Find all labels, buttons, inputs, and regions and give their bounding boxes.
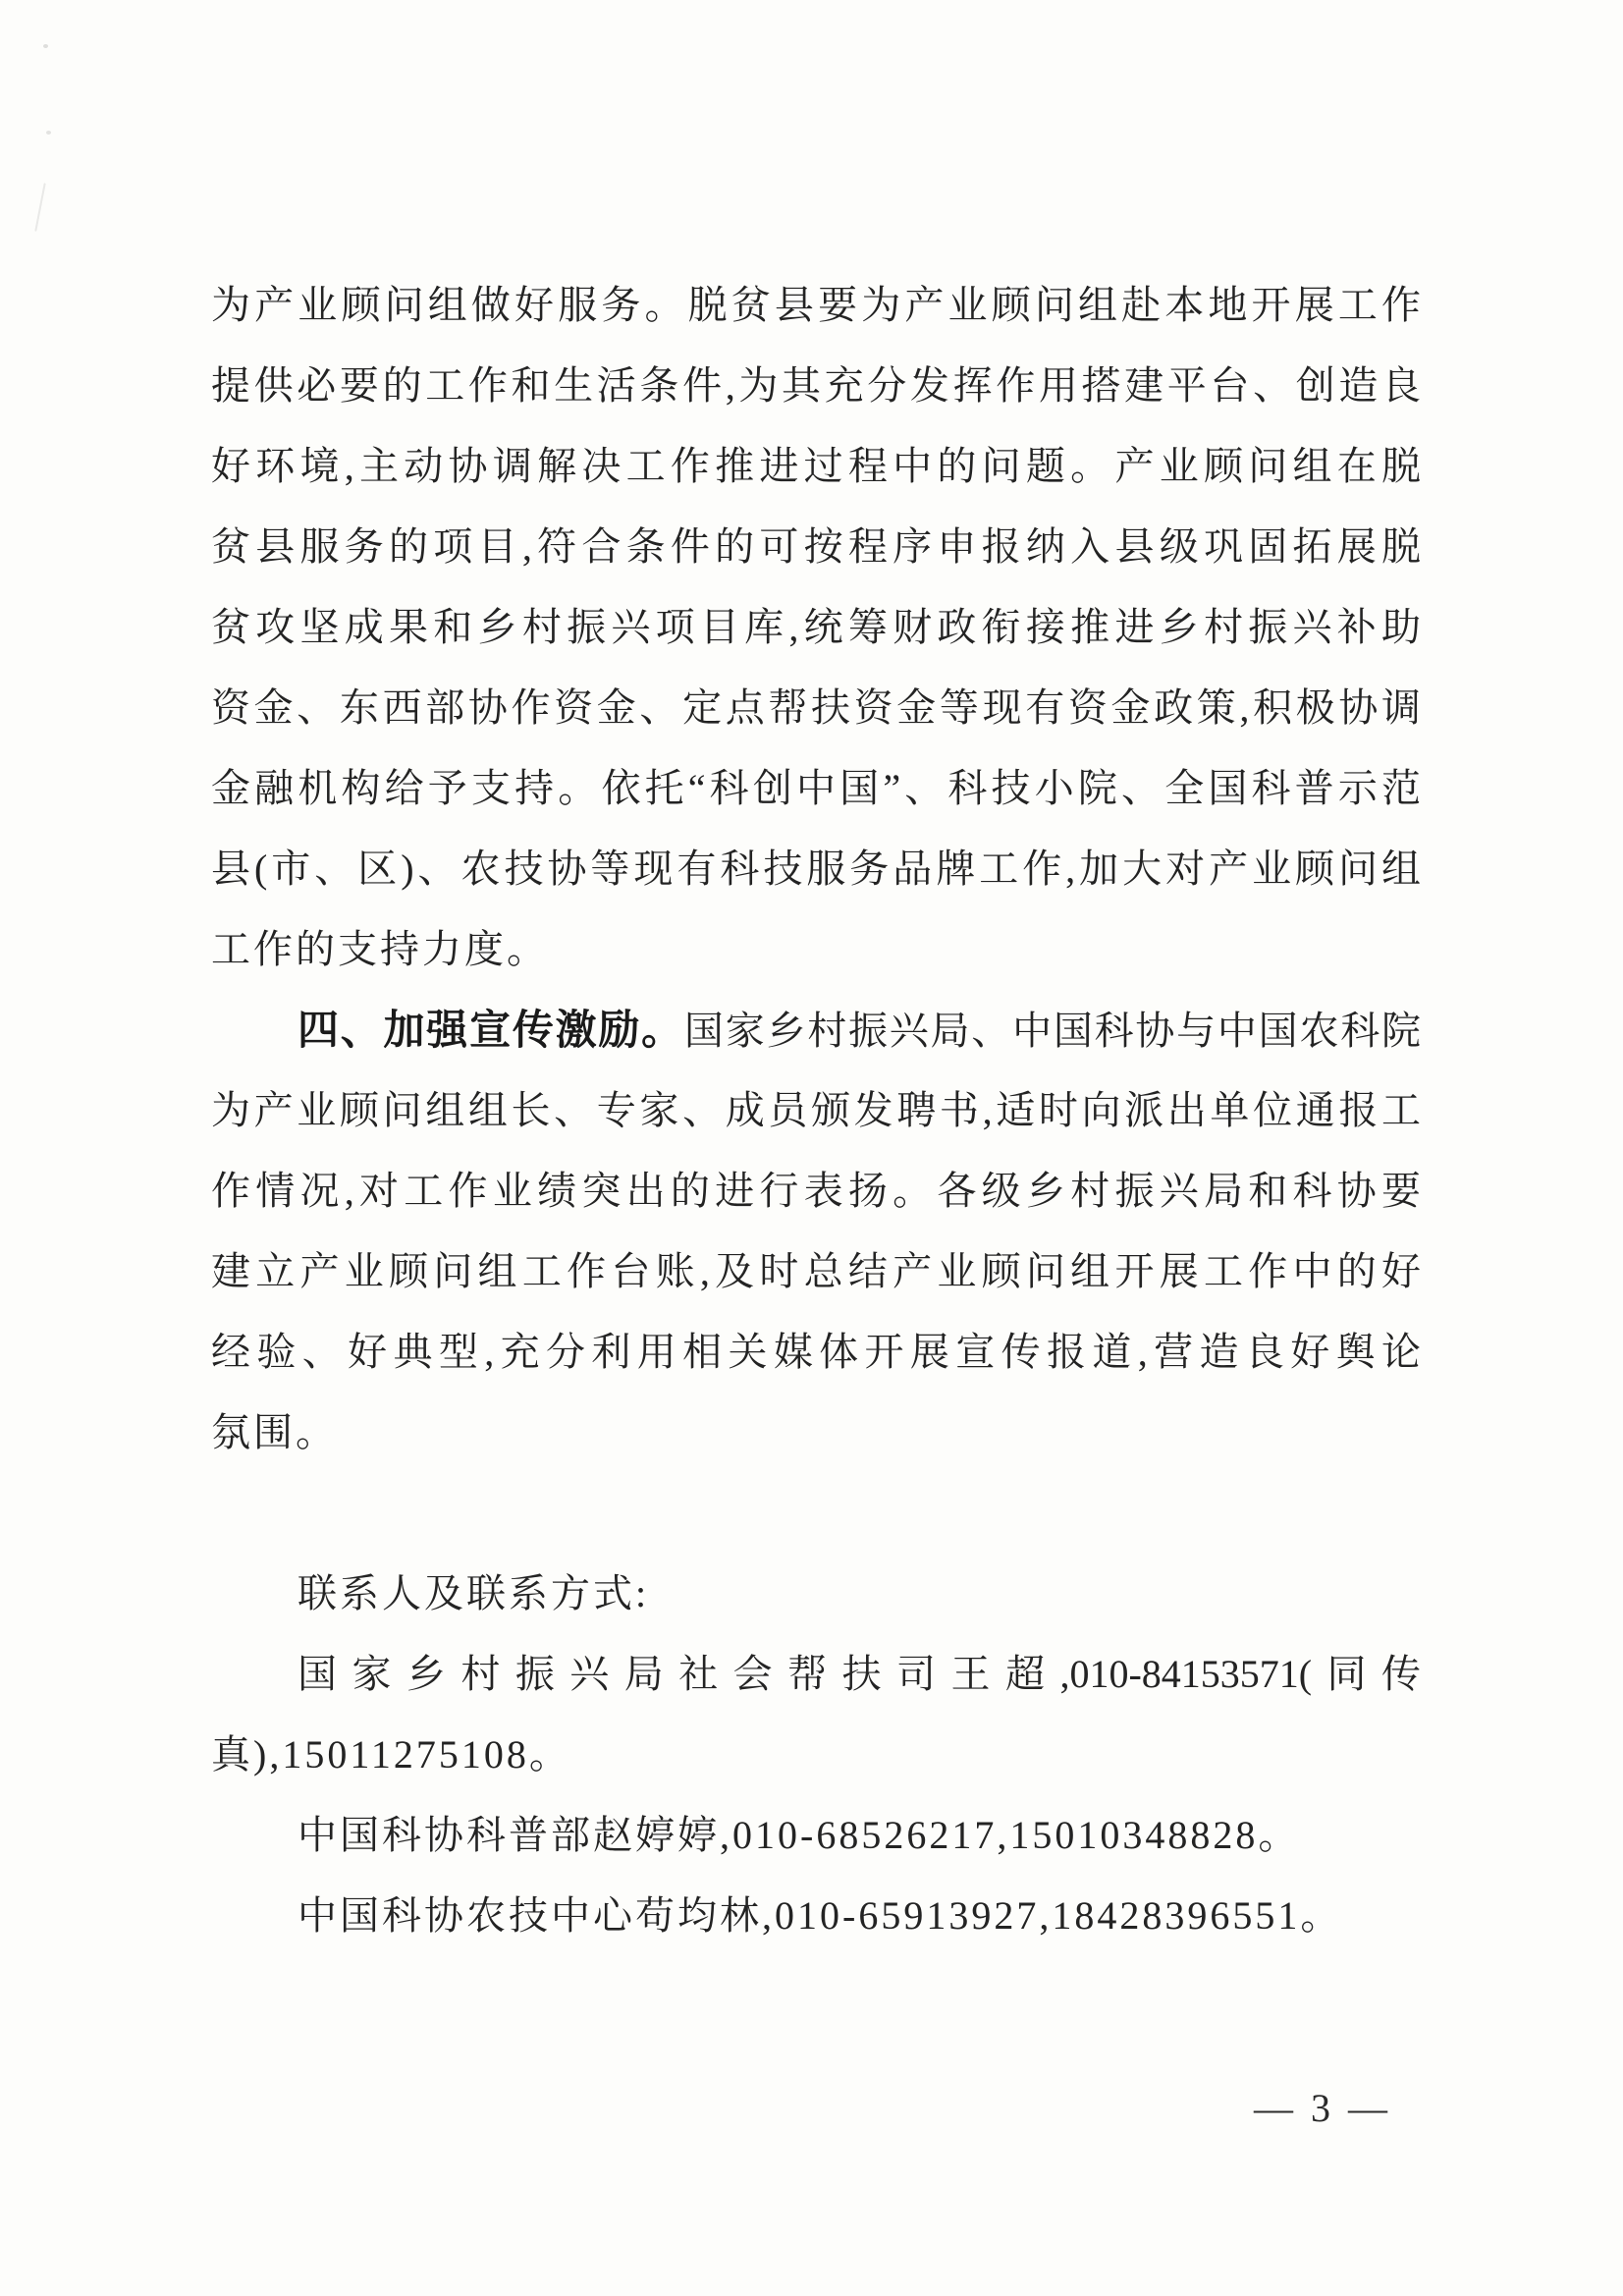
page-number-dash-right: — <box>1348 2086 1387 2130</box>
body-text-line: 作情况,对工作业绩突出的进行表扬。各级乡村振兴局和科协要 <box>211 1169 1421 1213</box>
contact-line: 中国科协农技中心苟均林,010-65913927,18428396551。 <box>298 1893 1343 1938</box>
body-text-line: 建立产业顾问组工作台账,及时总结产业顾问组开展工作中的好 <box>211 1249 1421 1293</box>
contacts-intro-line: 联系人及联系方式: <box>298 1571 650 1615</box>
section-4-heading: 四、加强宣传激励。 <box>298 1007 684 1053</box>
contact-line: 中国科协科普部赵婷婷,010-68526217,15010348828。 <box>298 1813 1301 1857</box>
body-text-line: 工作的支持力度。 <box>211 927 549 971</box>
page-number-dash-left: — <box>1254 2086 1293 2130</box>
page-number: 3 <box>1311 2086 1330 2130</box>
body-text-line: 经验、好典型,充分利用相关媒体开展宣传报道,营造良好舆论 <box>211 1330 1421 1374</box>
document-body <box>211 265 1421 1956</box>
body-text-line: 为产业顾问组做好服务。脱贫县要为产业顾问组赴本地开展工作 <box>211 283 1421 327</box>
section-4-lead-text: 国家乡村振兴局、中国科协与中国农科院 <box>683 1009 1421 1053</box>
blank-line <box>211 1473 1421 1554</box>
contact-line: 国家乡村振兴局社会帮扶司王超,010-84153571(同传 <box>298 1652 1421 1696</box>
body-text-line: 县(市、区)、农技协等现有科技服务品牌工作,加大对产业顾问组 <box>211 847 1421 891</box>
body-text-line: 资金、东西部协作资金、定点帮扶资金等现有资金政策,积极协调 <box>211 685 1421 730</box>
body-text-line: 好环境,主动协调解决工作推进过程中的问题。产业顾问组在脱 <box>211 444 1421 488</box>
body-text-line: 提供必要的工作和生活条件,为其充分发挥作用搭建平台、创造良 <box>211 363 1421 408</box>
contact-line: 真),15011275108。 <box>211 1732 571 1777</box>
body-text-line: 为产业顾问组组长、专家、成员颁发聘书,适时向派出单位通报工 <box>211 1088 1421 1132</box>
page-footer <box>1237 2074 1404 2143</box>
scan-artifact <box>43 44 48 48</box>
scan-artifact <box>34 183 46 231</box>
body-text-line: 贫攻坚成果和乡村振兴项目库,统筹财政衔接推进乡村振兴补助 <box>211 605 1421 649</box>
scan-artifact <box>46 131 51 135</box>
body-text-line: 贫县服务的项目,符合条件的可按程序申报纳入县级巩固拓展脱 <box>211 524 1421 569</box>
body-text-line: 氛围。 <box>211 1410 338 1454</box>
section-4-lead-line <box>211 990 1421 1070</box>
body-text-line: 金融机构给予支持。依托“科创中国”、科技小院、全国科普示范 <box>211 766 1421 810</box>
